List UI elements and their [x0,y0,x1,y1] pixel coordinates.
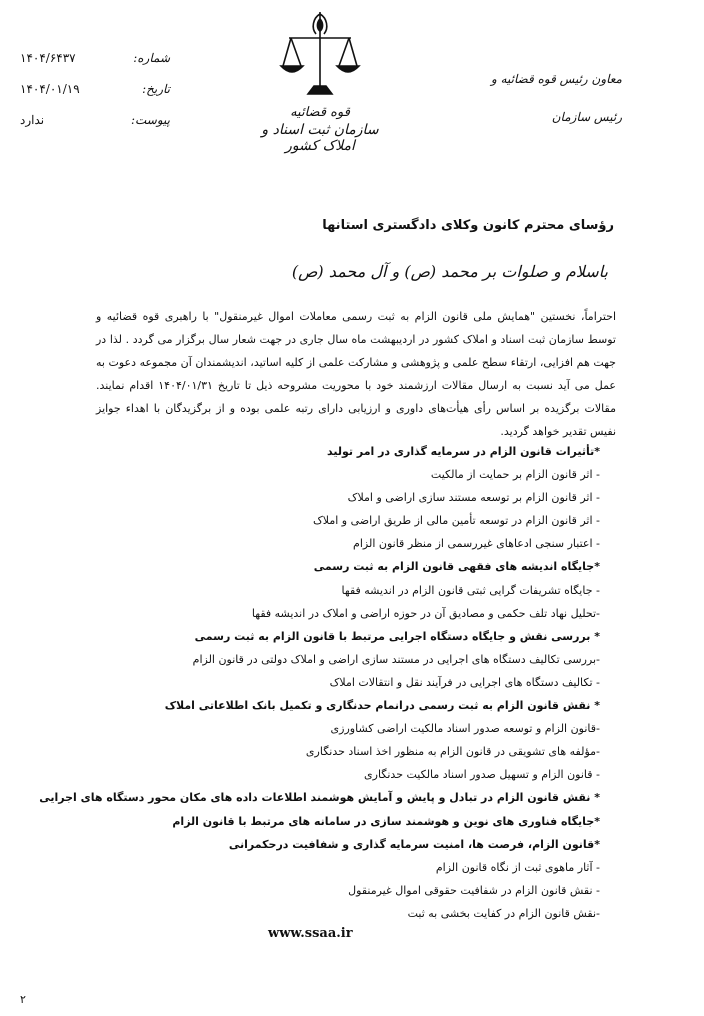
letter-meta [20,50,170,143]
topic-item: - آثار ماهوی ثبت از نگاه قانون الزام [435,860,600,874]
page-number: ۲ [20,993,26,1006]
number-label: شماره: [133,51,170,65]
number-row [20,50,170,81]
attachment-value: ندارد [20,113,45,127]
website-link[interactable]: www.ssaa.ir [268,926,353,941]
judiciary-title: قوه قضائیه [290,105,350,120]
topic-heading: * نقش قانون الزام به ثبت رسمی درانمام حدنگاری و تکمیل بانک اطلاعاتی املاک [164,699,600,713]
topic-item: - جایگاه تشریفات گرایی ثبتی قانون الزام در اندیشه فقها [341,583,600,597]
number-value: ۱۴۰۴/۶۴۳۷ [20,51,76,65]
topic-heading: *جایگاه اندیشه های فقهی قانون الزام به ثبت رسمی [313,560,600,574]
topic-item: -مؤلفه های تشویقی در قانون الزام به منظور اخذ اسناد حدنگاری [305,745,600,759]
attachment-row [20,112,170,143]
topic-item: - اثر قانون الزام در توسعه تأمین مالی از طریق اراضی و املاک [312,514,600,528]
topic-heading: * بررسی نقش و جایگاه دستگاه اجرایی مرتبط با قانون الزام به ثبت رسمی [194,629,600,643]
scales-of-justice-icon [275,8,365,103]
topic-heading: *تأثیرات قانون الزام در سرمایه گذاری در امر تولید [327,445,600,458]
topic-item: - نقش قانون الزام در شفافیت حقوقی اموال غیرمنقول [348,883,600,897]
date-label: تاریخ: [142,82,170,96]
topic-item: -تحلیل نهاد تلف حکمی و مصادیق آن در حوزه اراضی و املاک در اندیشه فقها [251,606,600,620]
intro-paragraph: احتراماً، نخستین "همایش ملی قانون الزام به ثبت رسمی معاملات اموال غیرمنقول" با راهبری قوه قضائیه و توسط سازمان ثبت اسناد و املاک کشور در اردیبهشت ماه سال جاری در جهت شعار سال برگزار می گردد . لذا در جهت هم افزایی، ارتقاء سطح علمی و پژوهشی و مشارکت علمی از کلیه اساتید، اندیشمندان آن مجموعه دعوت به عمل می آید نسبت به ارسال مقالات ارزشمند خود با محوریت مشروحه ذیل تا تاریخ ۱۴۰۴/۰۱/۳۱ اقدام نمایند. مقالات برگزیده بر اساس رأی هیأت‌های داوری و ارزیابی دارای رتبه علمی بوده و از برگزیدگان با اهداء جوایز نفیس تقدیر خواهد گردید. [96,310,616,438]
topic-heading: * نقش قانون الزام در تبادل و پایش و آمایش هوشمند اطلاعات داده های مکان محور دستگاه های اجرایی [39,791,600,805]
salutation: باسلام و صلوات بر محمد (ص) و آل محمد (ص) [291,262,608,281]
date-value: ۱۴۰۴/۰۱/۱۹ [20,82,80,96]
topic-item: - تکالیف دستگاه های اجرایی در فرآیند نقل و انتقالات املاک [329,675,600,689]
attachment-label: پیوست: [130,113,170,127]
topic-heading: *جایگاه فناوری های نوین و هوشمند سازی در سامانه های مرتبط با قانون الزام [172,814,600,828]
date-row [20,81,170,112]
topic-item: -نقش قانون الزام در کفایت بخشی به ثبت [407,906,600,920]
cc-line-2: رئیس سازمان [551,110,622,124]
topic-item: -قانون الزام و توسعه صدور اسناد مالکیت اراضی کشاورزی [330,722,600,736]
topic-heading: *قانون الزام، فرصت ها، امنیت سرمایه گذاری و شفافیت درحکمرانی [228,837,600,851]
topic-item: -بررسی تکالیف دستگاه های اجرایی در مستند سازی اراضی و املاک دولتی در قانون الزام [192,652,600,666]
topic-item: - اثر قانون الزام بر حمایت از مالکیت [430,468,600,482]
cc-block [491,60,622,136]
topic-item: - اثر قانون الزام بر توسعه مستند سازی اراضی و املاک [347,491,600,505]
cc-line-1: معاون رئیس قوه قضائیه و [490,72,622,86]
judiciary-emblem [250,8,390,158]
topic-item: - اعتبار سنجی ادعاهای غیررسمی از منظر قانون الزام [353,537,600,551]
topic-list [39,440,600,925]
topic-item: - قانون الزام و تسهیل صدور اسناد مالکیت حدنگاری [364,768,600,782]
recipient: رؤسای محترم کانون وکلای دادگستری استانها [322,218,614,233]
organization-title: سازمان ثبت اسناد و املاک کشور [261,122,379,154]
